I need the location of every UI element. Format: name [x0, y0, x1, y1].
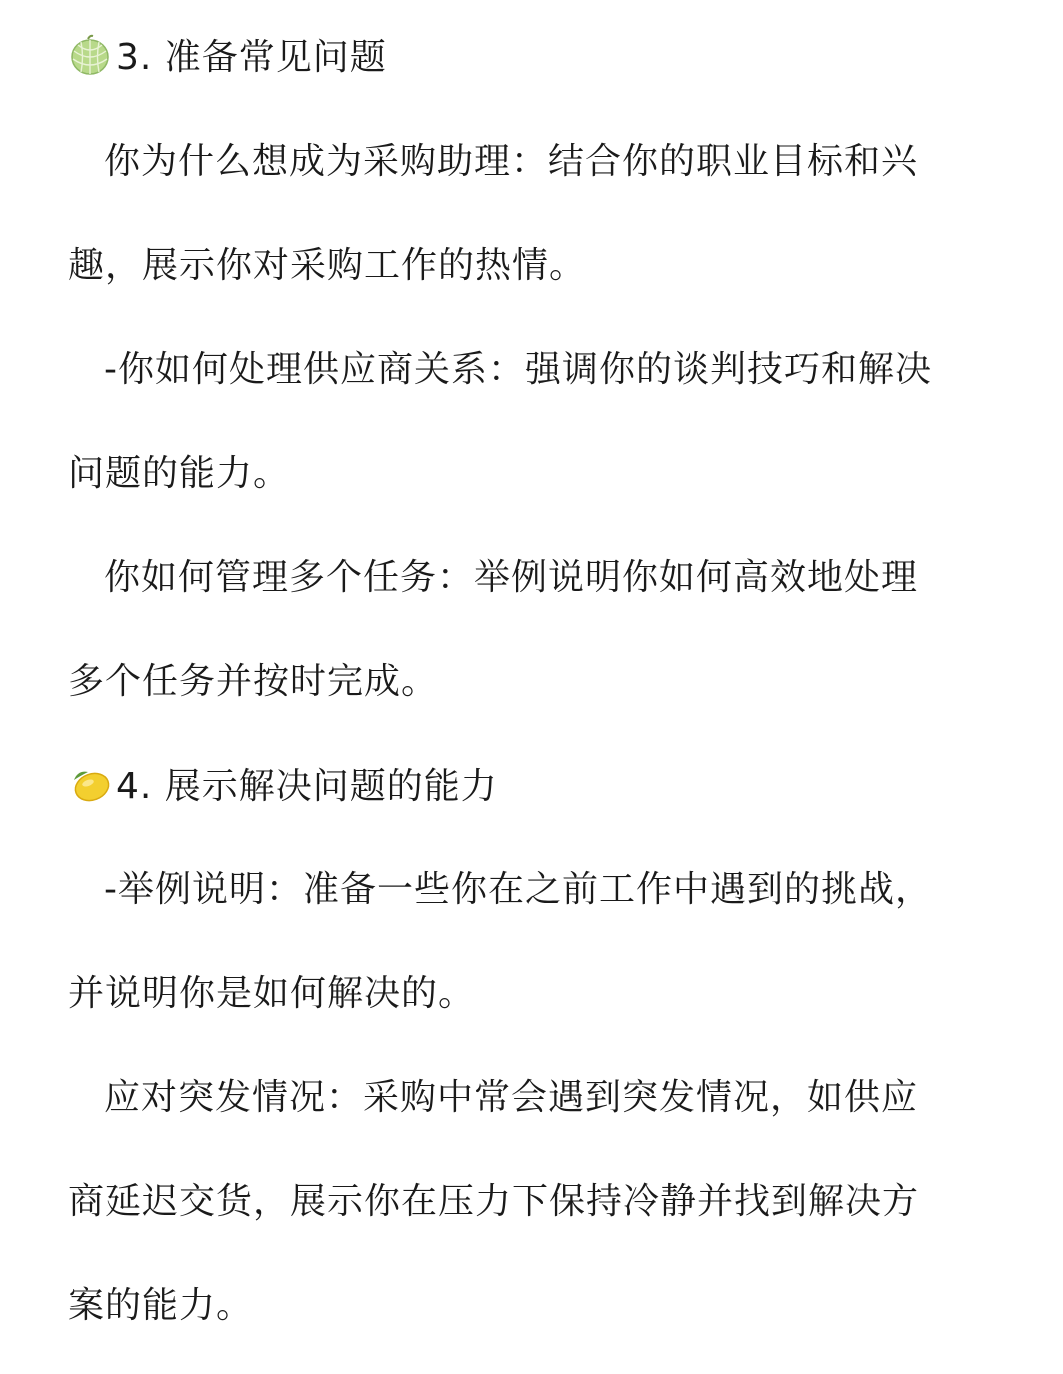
paragraph-line: 应对突发情况：采购中常会遇到突发情况，如供应 [104, 1077, 919, 1118]
paragraph-line: 问题的能力。 [68, 453, 291, 494]
paragraph-line: 商延迟交货，展示你在压力下保持冷静并找到解决方 [68, 1181, 920, 1222]
paragraph-line: -举例说明：准备一些你在之前工作中遇到的挑战， [104, 869, 932, 910]
section-3-heading [68, 33, 1008, 82]
section-4-title: 4. 展示解决问题的能力 [116, 766, 498, 807]
melon-icon [68, 33, 112, 77]
paragraph-line: -你如何处理供应商关系：强调你的谈判技巧和解决 [104, 349, 932, 390]
paragraph-line: 你如何管理多个任务：举例说明你如何高效地处理 [104, 557, 919, 598]
paragraph-line: 趣，展示你对采购工作的热情。 [68, 245, 587, 286]
paragraph-line: 多个任务并按时完成。 [68, 661, 439, 702]
section-4-heading [68, 762, 1008, 811]
paragraph-line: 你为什么想成为采购助理：结合你的职业目标和兴 [104, 141, 919, 182]
lemon-icon [68, 762, 112, 806]
paragraph-line: 并说明你是如何解决的。 [68, 973, 476, 1014]
section-3-title: 3. 准备常见问题 [116, 37, 387, 78]
paragraph-line: 案的能力。 [68, 1285, 254, 1326]
